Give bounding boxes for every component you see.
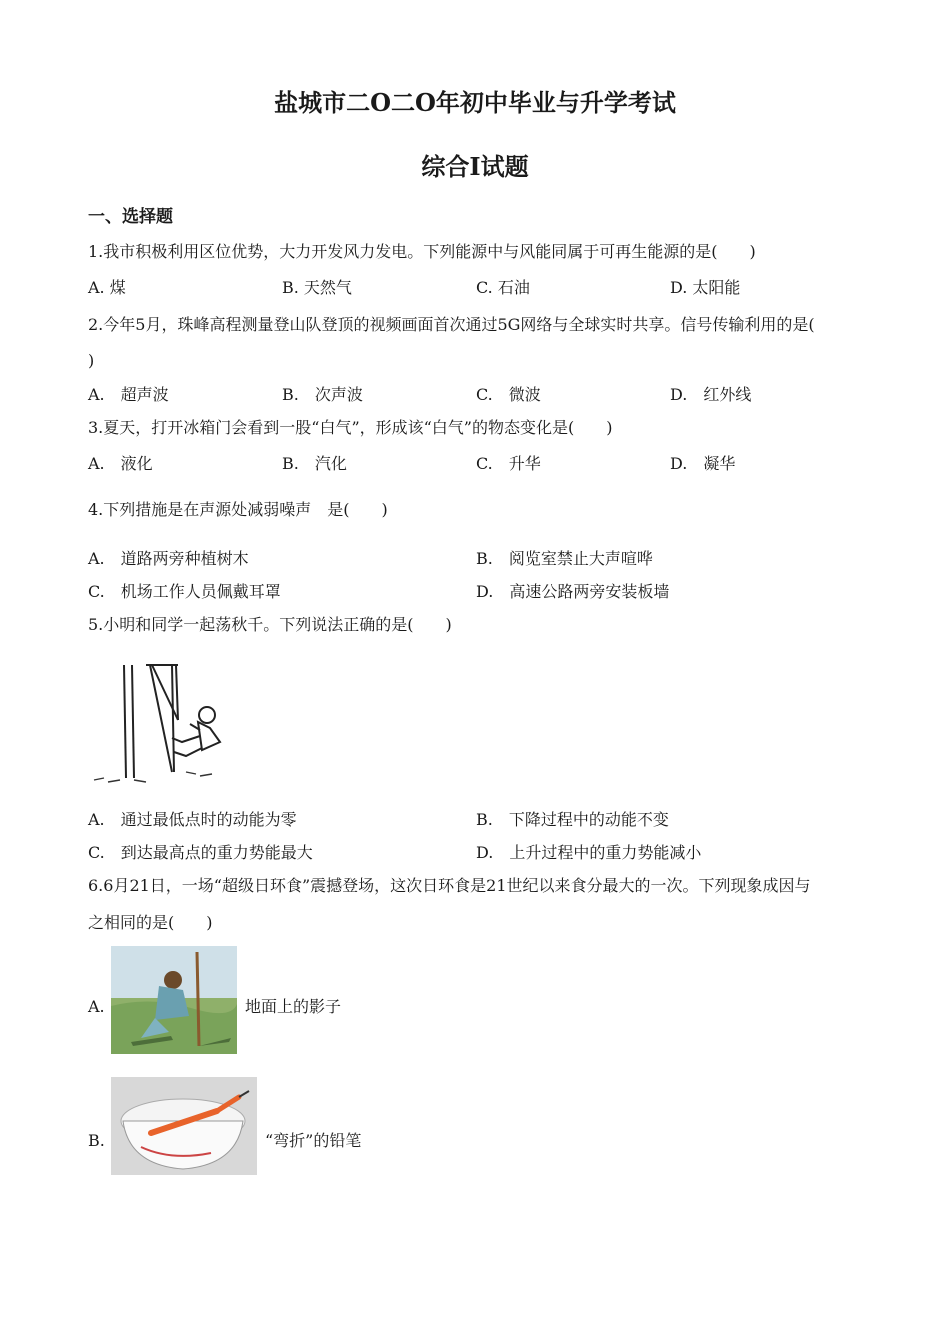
question-6-stem: 6.6月21日，一场“超级日环食”震撼登场，这次日环食是21世纪以来食分最大的一次。下列现象成因与 bbox=[88, 876, 811, 895]
q3-option-d: D. 凝华 bbox=[670, 454, 736, 473]
q5-option-d: D. 上升过程中的重力势能减小 bbox=[476, 843, 702, 862]
q5-option-a: A. 通过最低点时的动能为零 bbox=[88, 810, 297, 829]
q6-option-b-text: “弯折”的铅笔 bbox=[265, 1131, 362, 1150]
q3-option-a: A. 液化 bbox=[88, 454, 153, 473]
q2-option-a: A. 超声波 bbox=[88, 385, 169, 404]
question-2-stem-cont: ) bbox=[88, 351, 95, 370]
question-4-stem: 4.下列措施是在声源处减弱噪声 是( ) bbox=[88, 500, 388, 519]
q4-option-d: D. 高速公路两旁安装板墙 bbox=[476, 582, 670, 601]
q5-option-b: B. 下降过程中的动能不变 bbox=[476, 810, 669, 829]
question-3-stem: 3.夏天，打开冰箱门会看到一股“白气”，形成该“白气”的物态变化是( ) bbox=[88, 418, 613, 437]
q6-option-a-letter: A. bbox=[88, 997, 105, 1016]
q2-option-d: D. 红外线 bbox=[670, 385, 752, 404]
q1-option-d: D. 太阳能 bbox=[670, 278, 741, 297]
section-heading: 一、选择题 bbox=[88, 207, 173, 227]
q1-option-b: B. 天然气 bbox=[282, 278, 352, 297]
shadow-photo bbox=[111, 946, 237, 1054]
q6-option-b-letter: B. bbox=[88, 1131, 105, 1150]
page-subtitle: 综合Ⅰ试题 bbox=[421, 152, 529, 181]
q4-option-b: B. 阅览室禁止大声喧哗 bbox=[476, 549, 653, 568]
q2-option-c: C. 微波 bbox=[476, 385, 541, 404]
question-5-stem: 5.小明和同学一起荡秋千。下列说法正确的是( ) bbox=[88, 615, 452, 634]
question-2-stem: 2.今年5月，珠峰高程测量登山队登顶的视频画面首次通过5G网络与全球实时共享。信号传输利用的是( bbox=[88, 315, 815, 334]
question-6-stem-cont: 之相同的是( ) bbox=[88, 913, 213, 932]
q2-option-b: B. 次声波 bbox=[282, 385, 363, 404]
q3-option-c: C. 升华 bbox=[476, 454, 541, 473]
q4-option-a: A. 道路两旁种植树木 bbox=[88, 549, 249, 568]
question-1-stem: 1.我市积极利用区位优势，大力开发风力发电。下列能源中与风能同属于可再生能源的是( ) bbox=[88, 242, 756, 261]
q1-option-a: A. 煤 bbox=[88, 278, 126, 297]
q4-option-c: C. 机场工作人员佩戴耳罩 bbox=[88, 582, 281, 601]
q3-option-b: B. 汽化 bbox=[282, 454, 347, 473]
bent-pencil-photo bbox=[111, 1077, 257, 1175]
swing-figure bbox=[90, 660, 230, 792]
page-title: 盐城市二O二O年初中毕业与升学考试 bbox=[274, 88, 676, 117]
q1-option-c: C. 石油 bbox=[476, 278, 530, 297]
q5-option-c: C. 到达最高点的重力势能最大 bbox=[88, 843, 313, 862]
q6-option-a-text: 地面上的影子 bbox=[245, 997, 342, 1016]
